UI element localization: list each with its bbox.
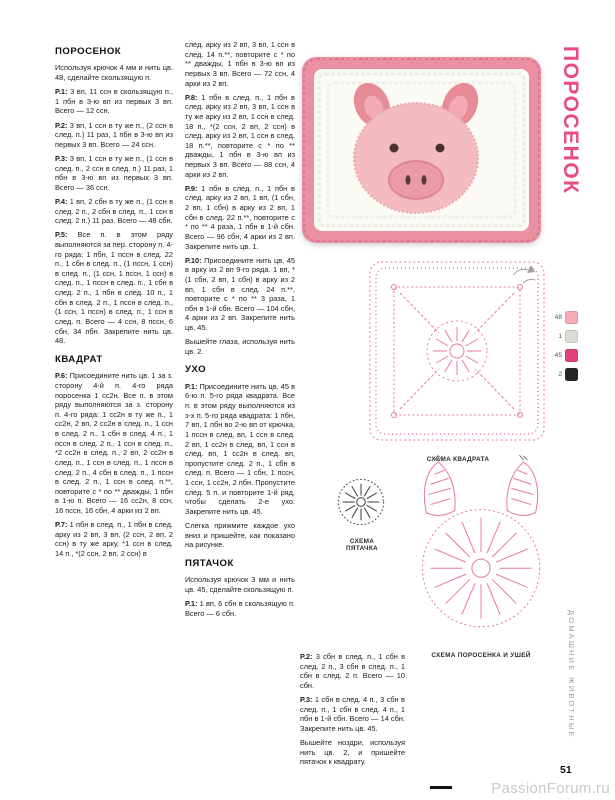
paragraph-text: Используя крючок 3 мм и нить цв. 45, сделайте скользящую п. <box>185 575 295 595</box>
row-label: Р.3: <box>55 153 68 163</box>
end-of-article-mark <box>430 786 452 789</box>
instruction-paragraph <box>300 738 405 767</box>
row-label: Р.1: <box>55 87 68 97</box>
square-chart-diagram <box>363 253 553 448</box>
row-label: Р.3: <box>300 695 313 704</box>
instruction-paragraph <box>185 337 295 356</box>
paragraph-text: Все п. в этом ряду выполняются за пер. сторону п. 4-го ряда: 1 пбн, 1 пссн в след. 22 п., 1 сбн в след. п., (1 пссн, 1 ссн) в след. п., (1 ссн, 1 пссн, 1 ссн) в след. п., 1 пссн в след. п., 1 сбн в след. 2 п., 1 пбн в след. 10 п., 1 сбн в след. 2 п., 1 пссн в след. п., (1 ссн, 1 пссн) в след. п., 1 ссн в след. п. Всего — 4 ссн, 8 пссн, 6 сбн, 34 пбн. Закрепите нить цв. 48. <box>55 230 173 346</box>
section-heading-ear: УХО <box>185 364 207 376</box>
row-label: Р.2: <box>300 652 313 661</box>
paragraph-text: 1 вп, 6 сбн в скользящую п. Всего — 6 сбн. <box>185 599 295 618</box>
pig-ears-chart-caption: СХЕМА ПОРОСЕНКА И УШЕЙ <box>431 652 531 659</box>
paragraph-text: Присоедините нить цв. 1 за з. сторону 4-й п. 4-го ряда поросенка 1 сс2н. Все п. в этом ряду выполняются за з. сторону п. 4-го ряда: 1 сс2н в ту же п., 1 сс2н, 2 вп, 2 сс2н в след. п., 1 ссн в след. 2 п., 1 сбн в след. 4 п., 1 пссн в след. 2 п., 1 ссн в след. п., *2 сс2н в след. п., 2 вп, 2 сс2н в след. п., 1 ссн в след. п., 1 пссн в след. 2 п., 4 сбн в след. п., 1 пссн в след. 2 п., 1 ссн в след. п.**, повторите с * по ** дважды, 1 пбн в 1-ю п. Всего — 16 сс2н, 8 ссн, 16 пссн, 16 сбн, 4 арки из 2 вп. <box>55 371 173 516</box>
instruction-paragraph <box>300 652 405 691</box>
color-swatch <box>565 368 578 381</box>
instruction-paragraph <box>185 382 295 517</box>
row-label: Р.6: <box>55 371 68 381</box>
legend-item <box>551 330 578 343</box>
row-label: Р.9: <box>185 183 198 193</box>
page-title-vertical: ПОРОСЕНОК <box>559 46 582 195</box>
legend-number: 1 <box>558 333 562 340</box>
legend-number: 2 <box>558 371 562 378</box>
paragraph-text: Вышейте ноздри, используя нить цв. 2, и пришейте пятачок к квадрату. <box>300 738 405 767</box>
section-heading-pig: ПОРОСЕНОК <box>55 46 122 57</box>
text-column-1 <box>55 46 173 758</box>
row-label: Р.4: <box>55 196 68 206</box>
row-label: Р.2: <box>55 120 68 130</box>
color-swatch <box>565 349 578 362</box>
row-label: Р.8: <box>185 92 198 102</box>
pig-ears-chart-diagram <box>404 452 558 644</box>
paragraph-text: 3 вп, 1 ссн в ту же п., (2 ссн в след. п.) 11 раз, 1 пбн в 3-ю вп из первых 3 вп. Всего — 24 ссн. <box>55 120 173 149</box>
text-column-3 <box>300 652 405 771</box>
instruction-paragraph <box>55 87 173 116</box>
instruction-paragraph <box>185 93 295 180</box>
row-label: Р.1: <box>185 599 198 609</box>
paragraph-text: 1 пбн в след. п., 1 пбн в след. арку из 2 вп, 1 вп, (1 сбн, 2 вп, 1 сбн) в арку из 2 вп, 1 сбн в след. 22 п.**, повторите с * по ** 4 раза, 1 пбн в 1-й сбн. Всего — 96 сбн, 4 арки из 2 вп. Закрепите нить цв. 1. <box>185 183 295 251</box>
section-heading-square: КВАДРАТ <box>55 353 103 365</box>
paragraph-text: Присоедините нить цв. 45 в арку из 2 вп 9-го ряда. 1 вп, *(1 сбн, 2 вп, 1 сбн) в арку из 2 вп, 1 сбн в след. 24 п.**, повторите с * по ** 3 раза, 1 пбн в 1-й сбн. Всего — 104 сбн, 4 арки из 2 вп. Закрепите нить цв. 45. <box>185 255 295 332</box>
paragraph-text: 3 сбн в след. п., 1 сбн в след. 2 п., 3 сбн в след. п., 1 сбн в след. 2 п. Всего — 10 сбн. <box>300 652 405 690</box>
legend-item <box>551 368 578 381</box>
instruction-paragraph <box>185 575 295 594</box>
snout-chart-diagram <box>333 474 389 530</box>
paragraph-text: 1 пбн в след. п., 1 пбн в след. арку из 2 вп, 3 вп, 1 ссн в ту же арку из 2 вп, 1 ссн в след. 18 п., *(2 ссн, 2 вп, 2 ссн) в след. арку из 2 вп, 1 ссн в след. 18 п.**, повторите с * по ** дважды, 1 пбн в 3-ю вп из первых 3 вп. Всего — 88 ссн, 4 арки из 2 вп. <box>185 92 295 179</box>
instruction-paragraph <box>185 40 295 88</box>
legend-item <box>551 311 578 324</box>
instruction-paragraph <box>185 256 295 333</box>
paragraph-text: 3 вп, 11 ссн в скользящую п., 1 пбн в 3-ю вп из первых 3 вп. Всего — 12 ссн. <box>55 87 173 116</box>
paragraph-text: 3 вп, 1 ссн в ту же п., (1 ссн в след. п., 2 ссн в след. п.) 11 раз, 1 пбн в 3-ю вп из первых 3 вп. Всего — 36 ссн. <box>55 153 173 192</box>
paragraph-text: Присоедините нить цв. 45 в 6-ю п. 5-го ряда квадрата. Все п. в этом ряду выполняются из з-х п. 5-го ряда квадрата: 1 пбн, 7 вп, 1 пбн во 2-ю вп от крючка, 1 пссн в след. вп, 1 ссн в след. 2 вп, 1 сс2н в след. вп, 1 ссн в след. вп, 1 сс2н в след. вп, пропустите след. 2 п., 1 сбн в след. п. Всего — 1 сбн, 1 пссн, 1 ссн, 1 сс2н, 2 пбн. Пропустите след. 5 п. и повторите 1-й ряд, чтобы сделать 2-е ухо. Закрепите нить цв. 45. <box>185 381 295 516</box>
paragraph-text: Используя крючок 4 мм и нить цв. 48, сделайте скользящую п. <box>55 63 173 83</box>
paragraph-text: след. арку из 2 вп, 3 вп, 1 ссн в след. 14 п.**, повторите с * по ** дважды, 1 пбн в 3-ю вп из первых 3 вп. Всего — 72 ссн, 4 арки из 2 вп. <box>185 40 295 88</box>
instruction-paragraph <box>55 520 173 559</box>
instruction-paragraph <box>55 154 173 193</box>
color-swatch <box>565 330 578 343</box>
square-chart-caption: СХЕМА КВАДРАТА <box>426 456 490 463</box>
legend-number: 45 <box>554 352 562 359</box>
instruction-paragraph <box>55 230 173 346</box>
pig-photo-illustration <box>300 55 543 245</box>
paragraph-text: 1 вп, 2 сбн в ту же п., (1 ссн в след. 2 п., 2 сбн в след. п., 1 ссн в след. 2 п.) 11 раз. Всего — 48 сбн. <box>55 196 173 226</box>
color-swatch <box>565 311 578 324</box>
category-label-vertical: ДОМАШНИЕ ЖИВОТНЫЕ <box>567 610 576 739</box>
row-label: Р.10: <box>185 255 202 265</box>
instruction-paragraph <box>55 63 173 82</box>
snout-chart-caption: СХЕМА ПЯТАЧКА <box>346 538 378 552</box>
legend-number: 48 <box>554 314 562 321</box>
row-label: Р.5: <box>55 230 68 240</box>
yarn-color-legend <box>551 311 578 387</box>
instruction-paragraph <box>300 695 405 734</box>
watermark: PassionForum.ru <box>491 780 610 797</box>
instruction-paragraph <box>185 599 295 618</box>
row-label: Р.1: <box>185 381 198 391</box>
pig-ears-chart <box>404 452 558 659</box>
instruction-paragraph <box>55 371 173 515</box>
snout-chart <box>333 474 391 552</box>
instruction-paragraph <box>55 197 173 226</box>
instruction-paragraph <box>55 121 173 150</box>
paragraph-text: 1 пбн в след. п., 1 пбн в след. арку из 2 вп, 3 вп, (2 ссн, 2 вп, 2 ссн) в ту же арку, *1 ссн в след. 14 п., *(2 ссн, 2 вп, 2 ссн) в <box>55 520 173 559</box>
page-number: 51 <box>560 764 572 776</box>
paragraph-text: Вышейте глаза, используя нить цв. 2. <box>185 337 295 356</box>
paragraph-text: Слегка прижмите каждое ухо вниз и пришейте, как показано на рисунке. <box>185 521 295 550</box>
instruction-paragraph <box>185 184 295 251</box>
text-column-2 <box>185 40 295 758</box>
legend-item <box>551 349 578 362</box>
pig-square-photo <box>300 55 543 245</box>
row-label: Р.7: <box>55 520 68 530</box>
section-heading-snout: ПЯТАЧОК <box>185 557 234 569</box>
square-chart <box>363 253 553 463</box>
paragraph-text: 1 сбн в след. 4 п., 3 сбн в след. п., 1 сбн в след. 4 п., 1 пбн в 1-й сбн. Всего — 14 сбн. Закрепите нить цв. 45. <box>300 695 405 733</box>
instruction-paragraph <box>185 521 295 550</box>
